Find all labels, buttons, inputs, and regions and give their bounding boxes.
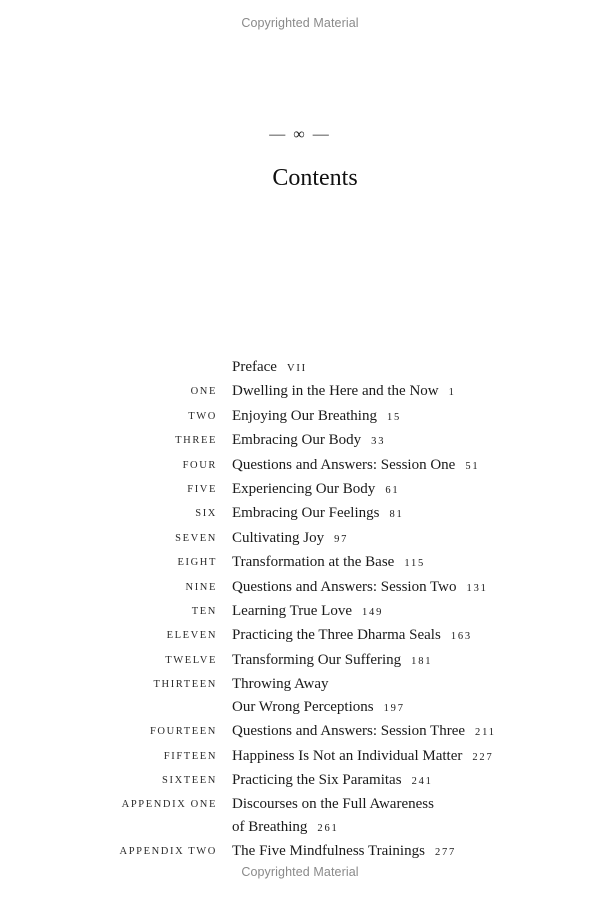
toc-entry-fifteen[interactable] bbox=[0, 745, 600, 769]
chapter-title: The Five Mindfulness Trainings bbox=[232, 843, 425, 860]
ornament-divider: — ∞ — bbox=[269, 126, 331, 143]
page-number: VII bbox=[286, 363, 307, 374]
copyright-watermark-top: Copyrighted Material bbox=[241, 16, 359, 30]
chapter-number: ELEVEN bbox=[166, 630, 217, 642]
chapter-number: FIVE bbox=[187, 484, 217, 496]
copyright-watermark-bottom: Copyrighted Material bbox=[241, 865, 359, 879]
chapter-title: Practicing the Three Dharma Seals bbox=[232, 627, 441, 644]
chapter-number: FOUR bbox=[182, 459, 217, 471]
chapter-title: Embracing Our Feelings bbox=[232, 505, 380, 522]
chapter-number: THIRTEEN bbox=[153, 679, 217, 691]
toc-entry-seven[interactable] bbox=[0, 527, 600, 551]
toc-entry-preface[interactable] bbox=[0, 356, 600, 380]
toc-entry-eleven[interactable] bbox=[0, 624, 600, 648]
page-number: 277 bbox=[434, 847, 457, 859]
chapter-number: APPENDIX ONE bbox=[121, 799, 217, 811]
toc-entry-sixteen[interactable] bbox=[0, 769, 600, 793]
chapter-title: Learning True Love bbox=[232, 603, 352, 620]
chapter-title-line-2: Our Wrong Perceptions bbox=[232, 698, 374, 715]
page-number: 115 bbox=[404, 558, 426, 570]
page-number: 15 bbox=[386, 411, 402, 423]
chapter-number: EIGHT bbox=[177, 557, 217, 569]
page-number: 97 bbox=[334, 533, 349, 545]
chapter-title: Dwelling in the Here and the Now bbox=[232, 383, 439, 400]
toc-entry-appendix-one[interactable] bbox=[0, 793, 600, 840]
page-number: 197 bbox=[383, 702, 405, 714]
page-number: 261 bbox=[317, 822, 339, 834]
chapter-number: FIFTEEN bbox=[163, 750, 217, 762]
chapter-number: TWO bbox=[188, 410, 217, 422]
chapter-number: FOURTEEN bbox=[149, 726, 217, 738]
chapter-number: TWELVE bbox=[165, 654, 217, 666]
chapter-number: SIX bbox=[195, 508, 217, 520]
table-of-contents bbox=[0, 356, 600, 865]
page-number: 181 bbox=[411, 655, 433, 667]
chapter-title: Preface bbox=[232, 359, 277, 375]
toc-entry-five[interactable] bbox=[0, 478, 600, 502]
chapter-number: ONE bbox=[190, 386, 217, 398]
page-number: 61 bbox=[385, 485, 400, 497]
chapter-title: Practicing the Six Paramitas bbox=[232, 771, 402, 788]
toc-entry-two[interactable] bbox=[0, 405, 600, 429]
chapter-title: Transformation at the Base bbox=[232, 554, 395, 571]
chapter-number: APPENDIX TWO bbox=[119, 846, 217, 858]
toc-entry-fourteen[interactable] bbox=[0, 720, 600, 744]
chapter-title: Embracing Our Body bbox=[232, 432, 362, 449]
chapter-number: TEN bbox=[191, 606, 217, 618]
toc-entry-thirteen[interactable] bbox=[0, 673, 600, 720]
chapter-title-line-1: Discourses on the Full Awareness bbox=[232, 796, 434, 813]
toc-entry-eight[interactable] bbox=[0, 551, 600, 575]
toc-entry-nine[interactable] bbox=[0, 576, 600, 600]
page-number: 241 bbox=[411, 775, 433, 787]
page-number: 131 bbox=[466, 582, 488, 594]
chapter-number: SIXTEEN bbox=[162, 774, 217, 786]
page-number: 149 bbox=[361, 607, 384, 619]
chapter-number: NINE bbox=[185, 581, 217, 593]
page-number: 163 bbox=[450, 631, 472, 643]
chapter-title: Questions and Answers: Session Three bbox=[232, 723, 466, 740]
page-number: 51 bbox=[465, 460, 480, 472]
page-title: Contents bbox=[272, 165, 358, 191]
page-number: 1 bbox=[448, 387, 456, 399]
toc-entry-six[interactable] bbox=[0, 502, 600, 526]
toc-entry-ten[interactable] bbox=[0, 600, 600, 624]
chapter-number: THREE bbox=[175, 435, 217, 447]
toc-entry-twelve[interactable] bbox=[0, 649, 600, 673]
chapter-title: Transforming Our Suffering bbox=[232, 651, 402, 668]
chapter-title: Cultivating Joy bbox=[232, 529, 325, 546]
toc-entry-one[interactable] bbox=[0, 380, 600, 404]
chapter-title-line-1: Throwing Away bbox=[232, 676, 329, 693]
page-number: 81 bbox=[389, 509, 404, 521]
page-number: 227 bbox=[472, 751, 494, 763]
toc-entry-four[interactable] bbox=[0, 454, 600, 478]
toc-entry-appendix-two[interactable] bbox=[0, 840, 600, 864]
chapter-title: Experiencing Our Body bbox=[232, 481, 376, 498]
chapter-title: Questions and Answers: Session Two bbox=[232, 578, 457, 595]
toc-entry-three[interactable] bbox=[0, 429, 600, 453]
page-number: 33 bbox=[371, 436, 386, 448]
chapter-number: SEVEN bbox=[175, 532, 217, 544]
chapter-title: Happiness Is Not an Individual Matter bbox=[232, 747, 463, 764]
chapter-title-line-2: of Breathing bbox=[232, 818, 308, 835]
page-number: 211 bbox=[475, 727, 496, 739]
chapter-title: Questions and Answers: Session One bbox=[232, 456, 456, 473]
chapter-title: Enjoying Our Breathing bbox=[232, 407, 377, 424]
